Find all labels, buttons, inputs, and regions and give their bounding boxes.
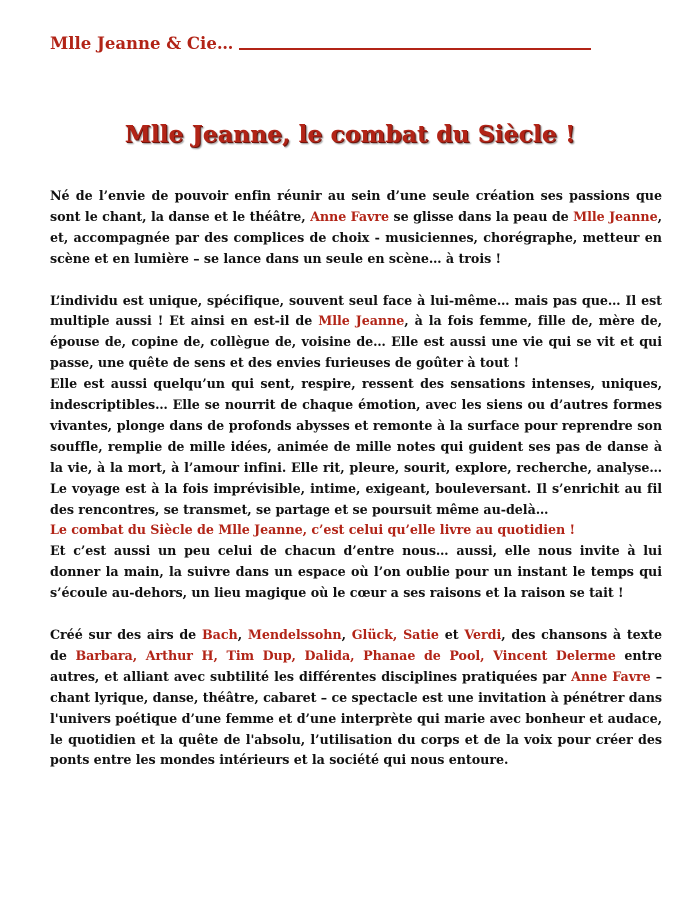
text-run: L’individu est unique, spécifique, souvent seul face à lui-même… mais pas que… Il est multiple aussi ! Et ainsi en est-il de [50,292,662,329]
text-run: – chant lyrique, danse, théâtre, cabaret – ce spectacle est une invitation à pénétrer dans l'univers poétique d’une femme et d’une interprète qui marie avec bonheur et audace, le quotidien et la quête de l'absolu, l’utilisation du corps et de la voix pour créer des ponts entre les mondes intérieurs et la société qui nous entoure. [50,668,662,768]
text-run: , [237,627,248,642]
text-run: , et, accompagnée par des complices de choix - musiciennes, chorégraphe, metteur en scène et en lumière – se lance dans un seule en scène… à trois ! [50,208,662,266]
paragraph-invitation: Et c’est aussi un peu celui de chacun d’entre nous… aussi, elle nous invite à lui donner la main, la suivre dans un espace où l’on oublie pour un instant le temps qui s’écoule au-dehors, un lieu magique où le cœur a ses raisons et la raison se tait ! [50,543,662,601]
text-run: , [341,627,352,642]
paragraph-highlight: Le combat du Siècle de Mlle Jeanne, c’est celui qu’elle livre au quotidien ! [50,522,576,538]
artist-names: Barbara, Arthur H, Tim Dup, Dalida, Phanae de Pool, Vincent Delerme [75,647,616,663]
composer-name: Mendelssohn [247,627,342,642]
paragraph-gap [50,604,662,625]
text-run: , à la fois femme, fille de, mère de, épouse de, copine de, collègue de, voisine de… Elle est aussi une vie qui se vit et qui passe, une quête de sens et des envies furieuses de goûter à tout ! [50,313,662,371]
paragraph-individu [50,291,662,375]
header-rule [239,48,591,50]
text-run: Né de l’envie de pouvoir enfin réunir au sein d’une seule création ses passions que sont le chant, la danse et le théâtre, [50,188,662,224]
page-header [50,34,591,53]
name-highlight: Mlle Jeanne [318,313,405,329]
document-title: Mlle Jeanne, le combat du Siècle ! [124,120,576,148]
paragraph-emotions: Elle est aussi quelqu’un qui sent, respire, ressent des sensations intenses, uniques, indescriptibles… Elle se nourrit de chaque émotion, avec les siens ou d’autres formes vivantes, plonge dans de profonds abysses et remonte à la surface pour reprendre son souffle, remplie de mille idées, animée de mille notes qui guident ses pas de danse à la vie, à la mort, à l’amour infini. Elle rit, pleure, sourit, explore, recherche, analyse… Le voyage est à la fois imprévisible, intime, exigeant, bouleversant. Il s’enrichit au fil des rencontres, se transmet, se partage et se poursuit même au-delà… [50,376,662,517]
text-run: et [438,627,465,642]
text-run: Créé sur des airs de [50,627,202,642]
text-run: se glisse dans la peau de [389,208,574,224]
paragraph-gap [50,270,662,291]
name-highlight: Anne Favre [310,208,390,224]
document-body [50,186,662,771]
composer-name: Glück, [351,627,398,642]
header-title: Mlle Jeanne & Cie… [50,34,234,53]
composer-name: Bach [201,627,238,642]
composer-name: Verdi [464,627,502,642]
text-run: , des chansons à texte de [50,627,662,663]
composer-name: Satie [403,627,439,642]
text-run: entre autres, et alliant avec subtilité les différentes disciplines pratiquées par [50,647,662,684]
paragraph-repertoire [50,625,662,771]
name-highlight: Mlle Jeanne [573,208,658,224]
name-highlight: Anne Favre [571,668,651,684]
paragraph-intro [50,186,662,270]
